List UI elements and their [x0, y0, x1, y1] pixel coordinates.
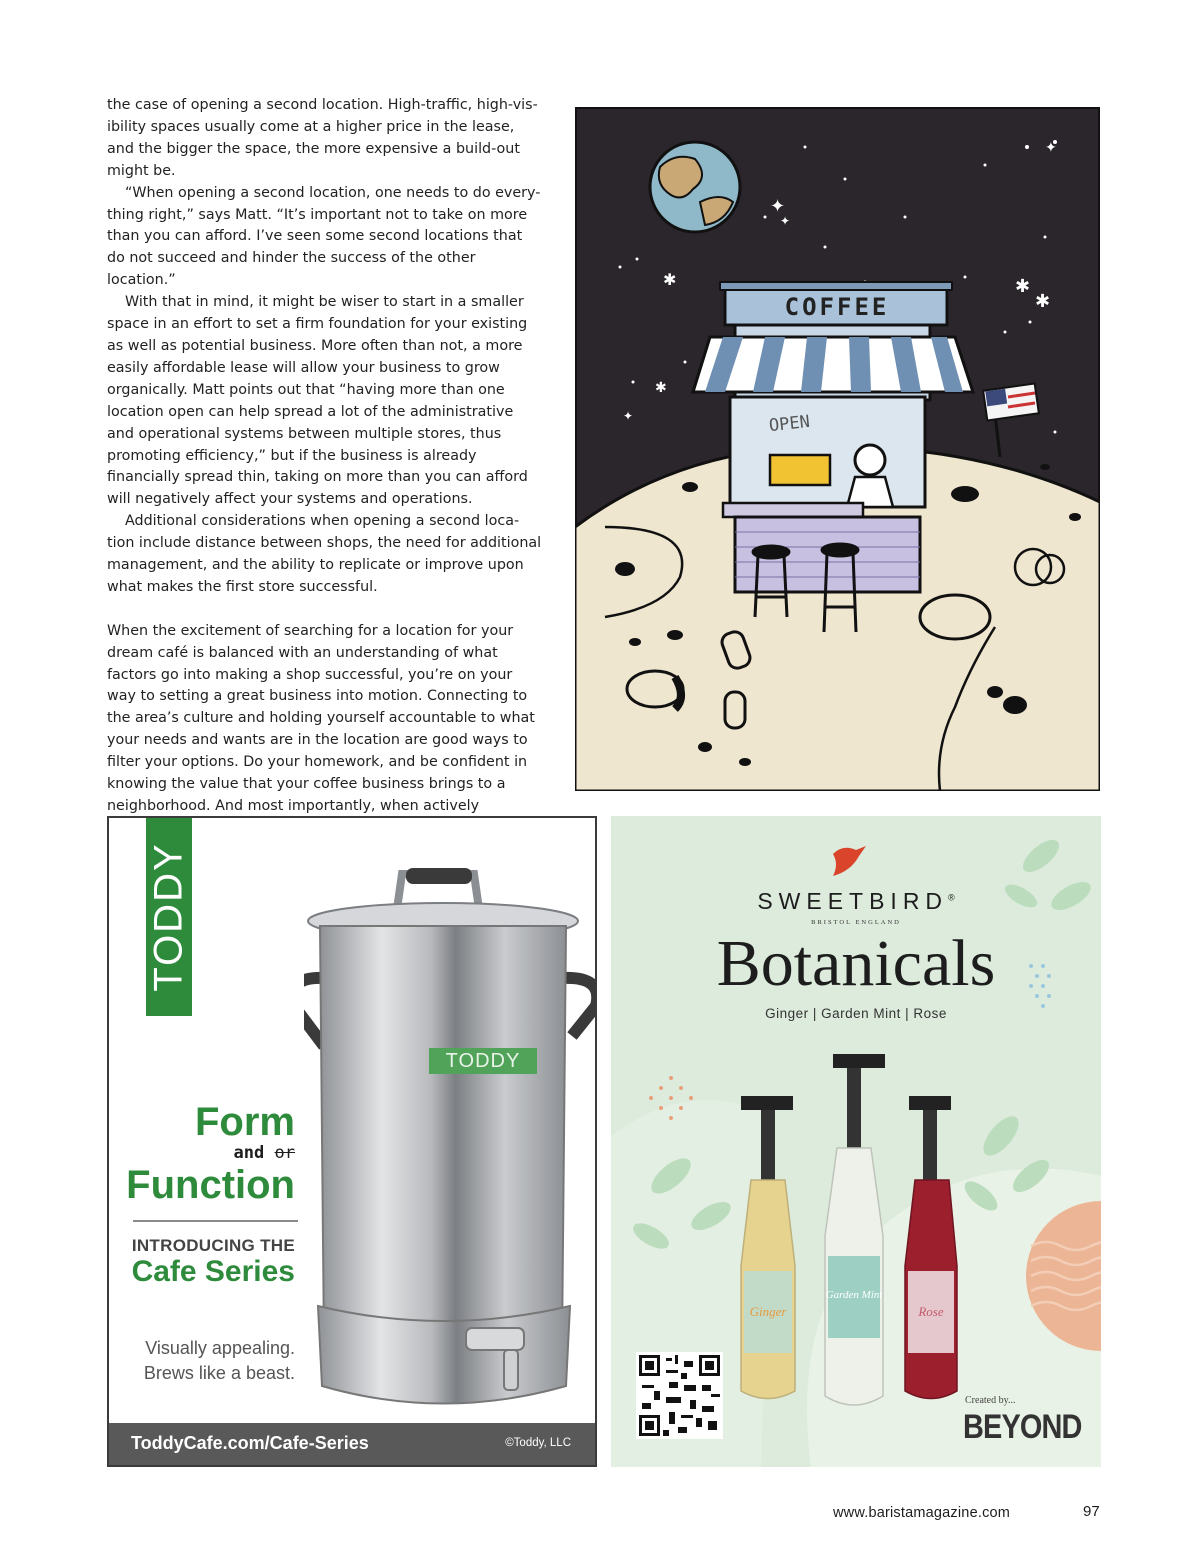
toddy-footer [109, 1423, 595, 1465]
moon-coffee-shop-illustration [575, 107, 1100, 791]
svg-text:✱: ✱ [655, 379, 667, 395]
toddy-logo: TODDY [146, 818, 192, 1016]
article-paragraph-text: When the excitement of searching for a location for your dream café is balanced with an understanding of what factors go into making a shop successful, you’re on your way to setting a great business into motion. Connecting to the area’s culture and holding yourself accountable to what your needs and wants are in the location are good ways to filter your options. Do your homework, and be confident in knowing the value that your coffee business brings to a neighborhood. And most importantly, when actively [107, 622, 535, 814]
svg-text:✦: ✦ [623, 409, 634, 423]
sweetbird-brand: SWEETBIRD® [757, 888, 955, 914]
svg-text:✱: ✱ [663, 272, 677, 289]
intro-text: INTRODUCING THE [131, 1236, 295, 1255]
svg-text:✱: ✱ [1035, 291, 1051, 311]
flavor-list: Ginger | Garden Mint | Rose [765, 1006, 947, 1021]
headline-form: Form [195, 1100, 295, 1144]
pot-label: TODDY [445, 1050, 521, 1072]
bottle-label-rose: Rose [918, 1304, 944, 1319]
toddy-headline [126, 1100, 295, 1208]
syrup-bottles [741, 1054, 957, 1405]
created-by: Created by... [965, 1395, 1016, 1406]
magazine-url[interactable]: www.baristamagazine.com [833, 1505, 1011, 1521]
toddy-brewer-image [304, 866, 597, 1426]
svg-text:✦: ✦ [1045, 139, 1057, 155]
svg-text:✱: ✱ [1015, 276, 1031, 296]
bottle-label-mint: Garden Mint [825, 1289, 883, 1301]
article-paragraph [107, 621, 544, 840]
page-number: 97 [1083, 1503, 1100, 1520]
article-paragraph: the case of opening a second location. High-traffic, high-vis-ibility spaces usually come at a higher price in the lease, and the bigger the space, the more expensive a build-out might be. [107, 97, 538, 179]
article-body [107, 95, 544, 840]
open-sign: OPEN [768, 411, 811, 437]
toddy-url-link[interactable]: ToddyCafe.com/Cafe-Series [131, 1433, 369, 1453]
beyond-logo: BEYOND [963, 1408, 1082, 1446]
article-paragraph: With that in mind, it might be wiser to start in a smaller space in an effort to set a firm foundation for your existing as well as potential business. More often than not, a more easily affordable lease will allow your business to grow organically. Matt points out that “having more than one location open can help spread a lot of the administrative and operational systems between multiple stores, thus promoting efficiency,” but if the business is already financially spread thin, taking on more than you can afford will negatively affect your systems and operations. [107, 294, 528, 508]
brand-location: BRISTOL ENGLAND [811, 919, 901, 926]
headline-and: and or [233, 1143, 295, 1163]
article-paragraph: Additional considerations when opening a second loca-tion include distance between shops, the need for additional management, and the ability to replicate or improve upon what makes the first store successful. [107, 513, 542, 595]
earth [650, 142, 740, 232]
qr-code[interactable] [636, 1352, 723, 1439]
headline-function: Function [126, 1163, 295, 1207]
divider [133, 1220, 298, 1222]
coffee-sign: COFFEE [784, 293, 890, 321]
tagline: Visually appealing. Brews like a beast. [143, 1338, 295, 1383]
bottle-label-ginger: Ginger [749, 1304, 787, 1319]
toddy-ad[interactable] [107, 816, 597, 1467]
svg-text:✦: ✦ [770, 196, 786, 216]
series-name: Cafe Series [131, 1255, 295, 1288]
sweetbird-ad[interactable] [611, 816, 1101, 1467]
bird-logo [833, 846, 866, 876]
toddy-copyright: ©Toddy, LLC [505, 1437, 571, 1449]
botanicals-title: Botanicals [716, 927, 996, 1000]
article-paragraph: “When opening a second location, one needs to do every-thing right,” says Matt. “It’s important not to take on more than you can afford. I’ve seen some second locations that do not succeed and hinder the success of the other location.” [107, 184, 541, 289]
svg-text:✦: ✦ [780, 214, 791, 228]
